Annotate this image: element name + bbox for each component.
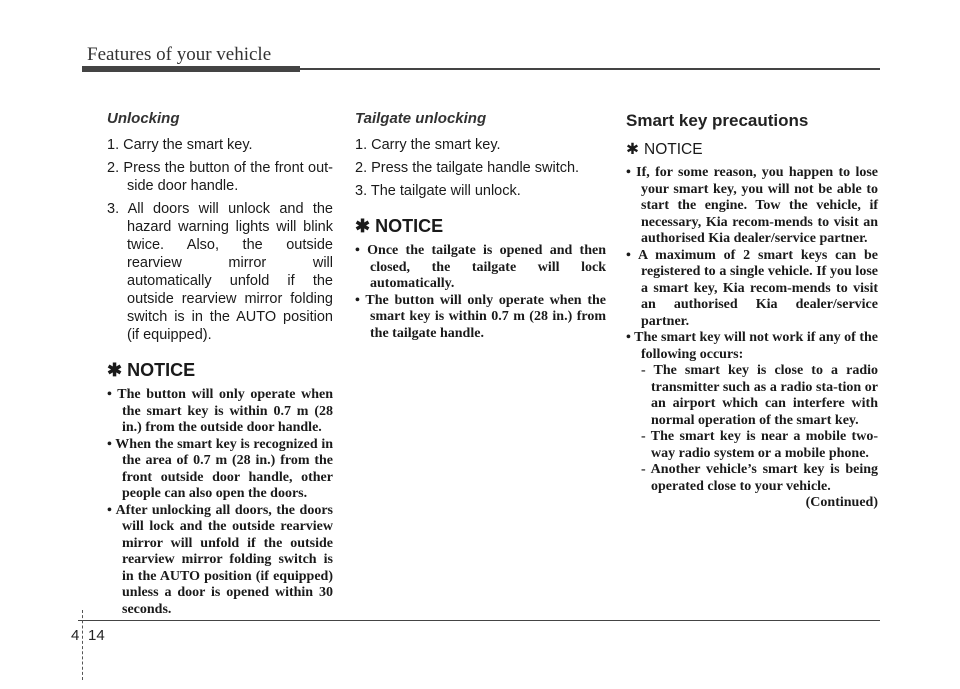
notice-star-icon: ✱ bbox=[107, 360, 123, 380]
notice-heading bbox=[355, 216, 606, 237]
section-title: Smart key precautions bbox=[626, 111, 809, 130]
notice-item: • The button will only operate when the smart key is within 0.7 m (28 in.) from the outside door handle. bbox=[107, 387, 333, 435]
column-smart-key-precautions bbox=[626, 108, 878, 511]
notice-item bbox=[626, 330, 878, 495]
notice-star-icon: ✱ bbox=[355, 216, 371, 236]
notice-title: NOTICE bbox=[127, 360, 196, 380]
chapter-number: 4 bbox=[71, 627, 80, 644]
page-number: 14 bbox=[88, 627, 105, 644]
notice-item: • Once the tailgate is opened and then closed, the tailgate will lock automatically. bbox=[355, 243, 606, 291]
header-rule bbox=[82, 66, 880, 72]
notice-title: NOTICE bbox=[644, 141, 703, 158]
unlocking-heading: Unlocking bbox=[107, 110, 180, 127]
notice-heading bbox=[626, 140, 878, 159]
header-title: Features of your vehicle bbox=[87, 44, 272, 65]
notice-item: • A maximum of 2 smart keys can be registered to a single vehicle. If you lose a smart key, Kia recom-mends to visit an authorised Kia dealer/service partner. bbox=[626, 247, 878, 329]
footer-rule bbox=[78, 620, 880, 621]
tailgate-heading: Tailgate unlocking bbox=[355, 110, 487, 127]
notice-item: • When the smart key is recognized in the area of 0.7 m (28 in.) from the front outside door handle, other people can also open the doors. bbox=[107, 436, 333, 501]
notice-sub-item: - The smart key is close to a radio transmitter such as a radio sta-tion or an airport which can interfere with normal operation of the smart key. bbox=[641, 363, 878, 428]
notice-item-text: • The smart key will not work if any of the following occurs: bbox=[626, 330, 878, 362]
notice-heading bbox=[107, 360, 333, 381]
notice-item: • The button will only operate when the smart key is within 0.7 m (28 in.) from the tailgate handle. bbox=[355, 292, 606, 341]
header-rule-thin bbox=[300, 68, 880, 70]
column-unlocking bbox=[107, 108, 333, 618]
notice-sub-list bbox=[641, 363, 878, 495]
step-item: 3. All doors will unlock and the hazard warning lights will blink twice. Also, the outside rearview mirror will automatically unfold if the outside rearview mirror folding switch is in the AUTO position (if equipped). bbox=[107, 201, 333, 343]
step-item: 1. Carry the smart key. bbox=[355, 137, 501, 153]
notice-title: NOTICE bbox=[375, 216, 444, 236]
column-tailgate-unlocking bbox=[355, 108, 606, 342]
step-item: 1. Carry the smart key. bbox=[107, 137, 253, 153]
notice-item: • If, for some reason, you happen to lose your smart key, you will not be able to start the engine. Tow the vehicle, if necessary, Kia recom-mends to visit an authorised Kia dealer/service partner. bbox=[626, 165, 878, 246]
step-item: 2. Press the button of the front out-side door handle. bbox=[107, 160, 333, 194]
notice-sub-item: - Another vehicle’s smart key is being operated close to your vehicle. bbox=[641, 462, 878, 494]
header-rule-thick bbox=[82, 66, 300, 72]
notice-list bbox=[626, 165, 878, 495]
tailgate-steps bbox=[355, 136, 606, 200]
unlocking-steps bbox=[107, 136, 333, 344]
step-item: 2. Press the tailgate handle switch. bbox=[355, 160, 580, 176]
notice-star-icon: ✱ bbox=[626, 141, 639, 158]
notice-item: • After unlocking all doors, the doors will lock and the outside rearview mirror will unfold if the outside rearview mirror folding switch is in the AUTO position (if equipped) unless a door is opened within 30 seconds. bbox=[107, 502, 333, 617]
notice-list bbox=[355, 243, 606, 342]
step-item: 3. The tailgate will unlock. bbox=[355, 183, 521, 199]
notice-sub-item: - The smart key is near a mobile two-way radio system or a mobile phone. bbox=[641, 429, 878, 461]
notice-list bbox=[107, 387, 333, 618]
continued-label: (Continued) bbox=[805, 495, 878, 510]
footer-divider bbox=[82, 610, 83, 680]
